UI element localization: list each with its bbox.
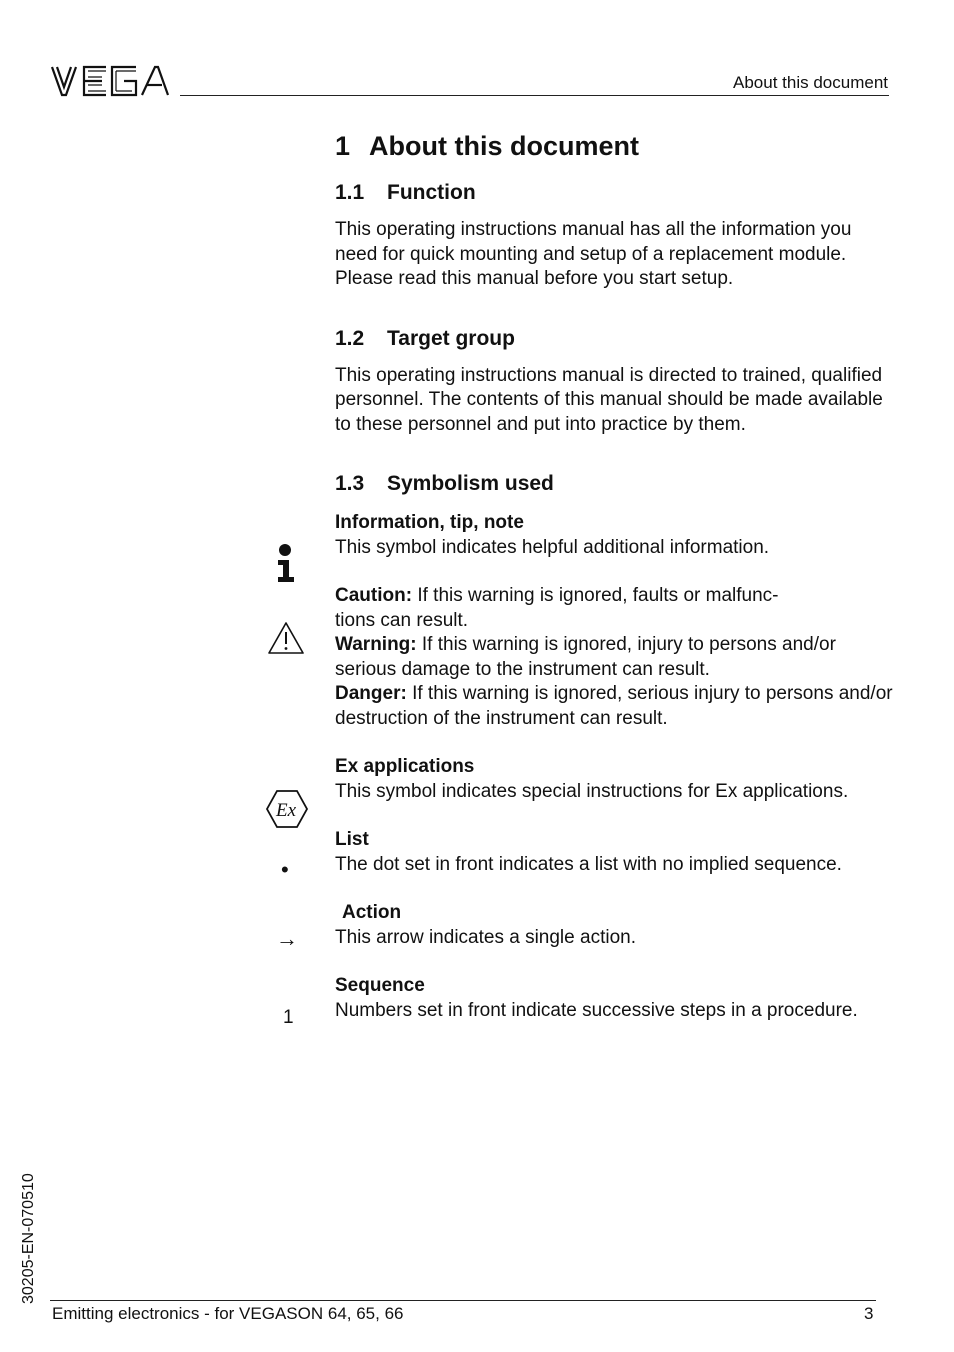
- symbol-text: The dot set in front indicates a list with no implied sequence.: [335, 853, 842, 875]
- list-bullet-icon: •: [281, 857, 289, 882]
- caution-line-2: tions can result.: [335, 609, 469, 631]
- section-title: Symbolism used: [387, 472, 554, 495]
- section-title: Function: [387, 181, 476, 204]
- symbol-action-entry: [335, 901, 895, 950]
- footer-product: Emitting electronics - for VEGASON 64, 65, 66: [52, 1304, 404, 1323]
- chapter-number: 1: [335, 131, 351, 161]
- section-number: 1.3: [335, 472, 365, 495]
- function-body: This operating instructions manual has all the information you need for quick mounting and setup of a replacement module. Please read this manual before you start setup.: [335, 219, 852, 289]
- page-number: 3: [864, 1304, 874, 1323]
- document-code: 30205-EN-070510: [20, 1173, 37, 1304]
- section-title: Target group: [387, 326, 515, 350]
- danger-text: If this warning is ignored, serious injury to persons and/or destruction of the instrument can result.: [335, 683, 893, 729]
- symbol-text: Numbers set in front indicate successive steps in a procedure.: [335, 999, 858, 1021]
- symbol-title: Sequence: [335, 975, 425, 996]
- vega-logo: [50, 63, 170, 99]
- symbol-text: This symbol indicates special instructions for Ex applications.: [335, 780, 849, 802]
- caution-label: Caution:: [335, 585, 413, 606]
- symbol-title: Ex applications: [335, 756, 475, 777]
- warning-label: Warning:: [335, 634, 417, 655]
- section-number: 1.1: [335, 181, 365, 204]
- danger-label: Danger:: [335, 683, 407, 704]
- svg-text:Ex: Ex: [276, 800, 297, 821]
- section-heading-function: [335, 178, 895, 208]
- caution-line: [335, 584, 895, 609]
- symbol-text: This symbol indicates helpful additional information.: [335, 536, 770, 558]
- symbol-warning-entry: [335, 584, 895, 731]
- caution-text: If this warning is ignored, faults or malfunc-: [412, 585, 779, 606]
- chapter-heading: [335, 126, 895, 166]
- symbol-list-entry: [335, 828, 895, 877]
- header-section-title: About this document: [733, 73, 888, 92]
- symbol-info-entry: [335, 511, 895, 560]
- symbol-title: List: [335, 829, 369, 850]
- header-rule: [180, 95, 889, 96]
- section-heading-symbolism: [335, 469, 895, 499]
- footer-rule: [50, 1300, 876, 1301]
- chapter-title: About this document: [369, 131, 639, 161]
- symbol-text: This arrow indicates a single action.: [335, 926, 636, 948]
- main-content: [335, 126, 895, 1023]
- info-icon: [274, 543, 298, 585]
- ex-applications-icon: [265, 789, 309, 829]
- symbol-title: Action: [342, 902, 402, 923]
- warning-triangle-icon: [266, 620, 306, 656]
- symbol-sequence-entry: [335, 974, 895, 1023]
- symbol-ex-entry: [335, 755, 895, 804]
- target-group-body: This operating instructions manual is directed to trained, qualified personnel. The contents of this manual should be made available to these personnel and put into practice by them.: [335, 364, 883, 435]
- section-number: 1.2: [335, 326, 365, 350]
- sequence-number-icon: 1: [283, 1007, 294, 1028]
- warning-text: If this warning is ignored, injury to persons and/or serious damage to the instrument can result.: [335, 634, 836, 680]
- symbol-title: Information, tip, note: [335, 512, 524, 533]
- danger-line: [335, 682, 895, 731]
- action-arrow-icon: →: [276, 926, 298, 951]
- section-heading-target-group: [335, 324, 895, 354]
- warning-line: [335, 633, 895, 682]
